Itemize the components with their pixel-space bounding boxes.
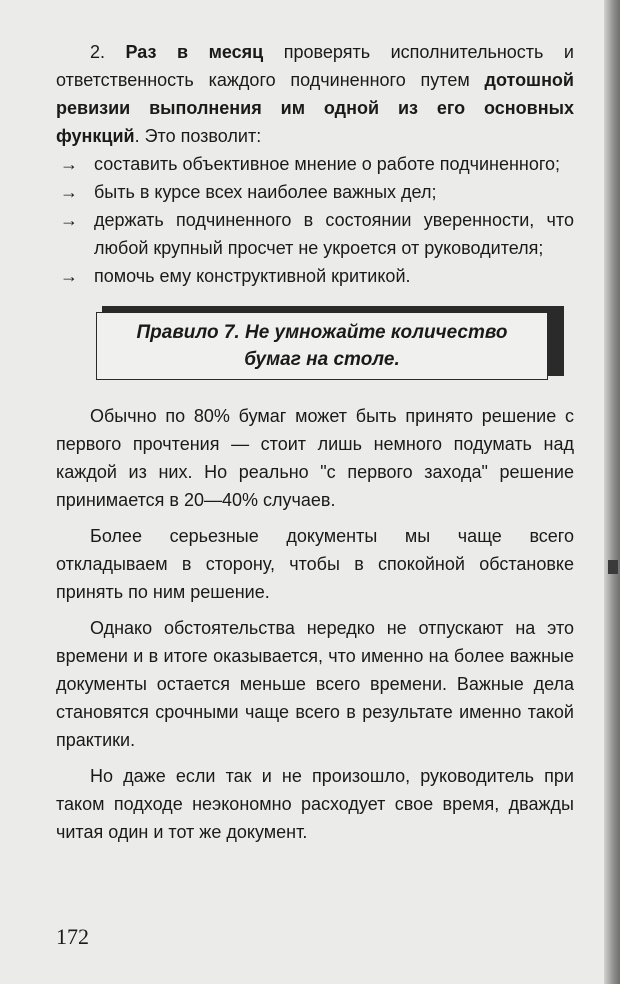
bullet-text: держать подчиненного в состоянии уверенности, что любой крупный просчет не укроется от руководителя; [94,210,574,258]
page-gutter [604,0,620,984]
point-2-paragraph [56,38,574,150]
rule-title-line1: Правило 7. Не умножайте количество [136,322,508,343]
spacer [56,384,574,402]
arrow-right-icon: → [60,266,78,286]
point-bold-start: Раз в месяц [125,42,264,62]
point-text-b: . Это позволит: [134,126,262,146]
rule-title-line2: бумаг на столе. [244,349,400,370]
bullet-item [56,206,574,262]
bullet-text: быть в курсе всех наиболее важных дел; [94,182,437,202]
body-paragraph: Более серьезные документы мы чаще всего откладываем в сторону, чтобы в спокойной обстановке принять по ним решение. [56,526,574,602]
point-number: 2. [90,42,106,62]
bullet-item [56,150,574,178]
rule-callout [96,306,564,384]
body-paragraph: Однако обстоятельства нередко не отпускают на это времени и в итоге оказывается, что именно на более важные документы остается меньше всего времени. Важные дела становятся срочными чаще всего в результате именно такой практики. [56,618,574,750]
spacer [56,514,574,522]
page-content [56,38,574,846]
bullet-text: составить объективное мнение о работе подчиненного; [94,154,561,174]
arrow-right-icon: → [60,182,78,202]
point-text-a: проверять исполнительность и ответственность каждого подчиненного путем [56,42,574,90]
bullet-text: помочь ему конструктивной критикой. [94,266,411,286]
bullet-item [56,262,574,290]
arrow-right-icon: → [60,154,78,174]
point-bold-mid: дотошной ревизии выполнения им одной из его основных функций [56,70,574,146]
body-paragraph: Но даже если так и не произошло, руководитель при таком подходе неэкономно расходует свое время, дважды читая один и тот же документ. [56,766,574,842]
spacer [56,606,574,614]
body-paragraph: Обычно по 80% бумаг может быть принято решение с первого прочтения — стоит лишь немного подумать над каждой из них. Но реально "с первого захода" решение принимается в 20—40% случаев. [56,406,574,510]
gutter-mark [608,560,618,574]
page-number: 172 [56,924,89,949]
rule-callout-box [96,312,548,380]
arrow-right-icon: → [60,210,78,230]
spacer [56,754,574,762]
bullet-item [56,178,574,206]
